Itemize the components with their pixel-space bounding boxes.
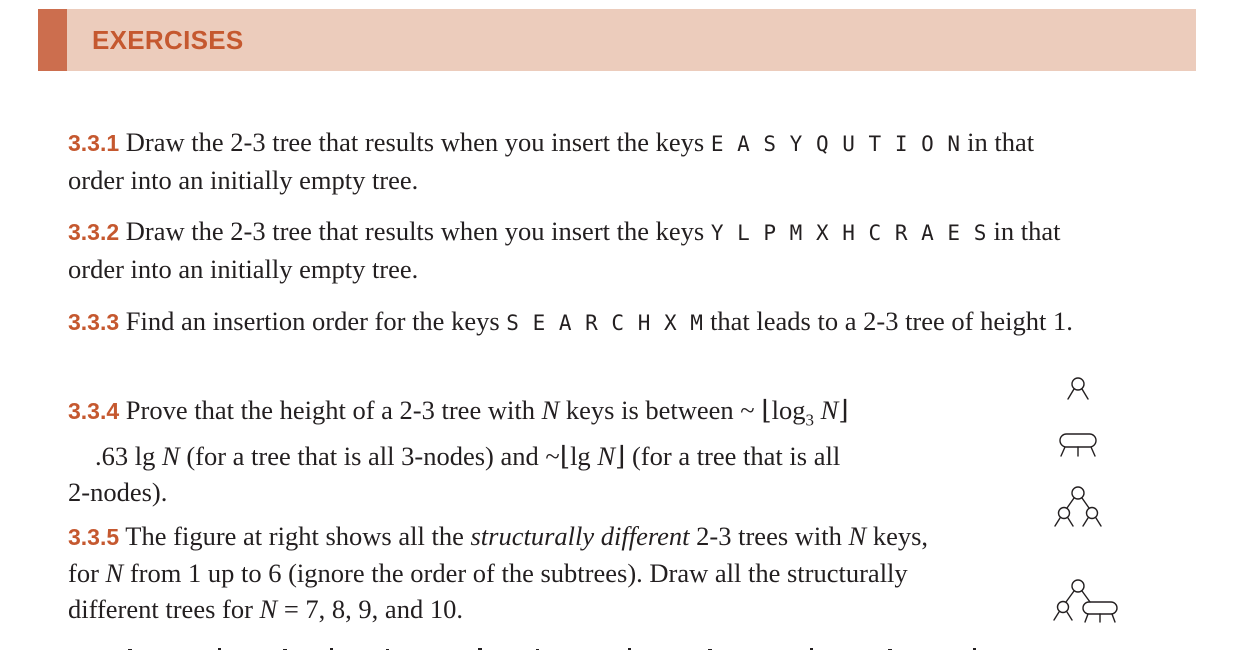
math-var: N [259, 594, 278, 624]
math-var: N [105, 558, 124, 588]
exercise-text: .63 lg [95, 441, 162, 472]
exercise-number: 3.3.5 [68, 524, 120, 550]
exercise-text: in that order into an initially empty tree. [68, 216, 1061, 284]
exercises-header [38, 9, 1196, 71]
exercise-text: Draw the 2-3 tree that results when you insert the keys [119, 216, 711, 246]
exercise-line [68, 392, 948, 438]
exercise-3-3-5 [68, 518, 948, 627]
tree-n2 [1060, 434, 1096, 456]
section-title: EXERCISES [92, 25, 244, 55]
math-var: N [820, 395, 839, 425]
exercise-text: Draw the 2-3 tree that results when you insert the keys [119, 127, 711, 157]
tree-n4 [1054, 580, 1117, 622]
exercise-3-3-2 [68, 213, 1088, 287]
math-var: N [541, 395, 560, 425]
exercise-text: Prove that the height of a 2-3 tree with [119, 395, 542, 425]
exercise-text: keys is between ~ ⌊log [559, 395, 806, 425]
exercise-keys: Y L P M X H C R A E S [710, 221, 987, 245]
log-base: 3 [805, 410, 814, 430]
exercise-number: 3.3.4 [68, 398, 120, 424]
exercise-text: that leads to a 2-3 tree of height 1. [703, 306, 1073, 336]
exercise-keys: S E A R C H X M [506, 311, 704, 335]
math-var: N [848, 521, 867, 551]
exercise-number: 3.3.1 [68, 130, 120, 156]
math-var: N [162, 441, 180, 472]
tree-n1 [1068, 378, 1088, 399]
exercise-text: (for a tree that is all 3-nodes) and ~⌊lg [179, 441, 598, 472]
exercise-number: 3.3.3 [68, 309, 120, 335]
exercise-keys: E A S Y Q U T I O N [710, 132, 961, 156]
exercise-text: in that order into an initially empty tree. [68, 127, 1035, 195]
exercise-3-3-1 [68, 124, 1088, 198]
exercise-text: The figure at right shows all the [119, 521, 471, 551]
cut-off-text-line [68, 641, 1008, 650]
exercise-text: from 1 up to 6 (ignore the order of the subtrees). Draw all the structurally different trees for [68, 558, 908, 624]
math-var: N [597, 441, 615, 472]
exercise-line [68, 438, 948, 474]
exercise-number: 3.3.2 [68, 219, 120, 245]
exercise-text: keys, for [68, 521, 929, 588]
exercise-3-3-3 [68, 303, 1088, 341]
emphasis: structurally different [470, 521, 690, 551]
exercise-text: ⌋ (for a tree that is all [615, 441, 841, 472]
cut-off-glyphs [68, 645, 1008, 650]
exercise-text: = 7, 8, 9, and 10. [277, 594, 463, 624]
header-accent-bar [38, 9, 67, 71]
exercise-text: 2-3 trees with [689, 521, 849, 551]
tree-n3 [1055, 487, 1101, 526]
exercise-text: Find an insertion order for the keys [119, 306, 507, 336]
exercise-text: ⌋ [838, 395, 849, 425]
tree-figure [1030, 372, 1140, 647]
exercise-3-3-4 [68, 392, 948, 510]
exercise-text [814, 395, 821, 425]
exercise-line: 2-nodes). [68, 477, 168, 508]
